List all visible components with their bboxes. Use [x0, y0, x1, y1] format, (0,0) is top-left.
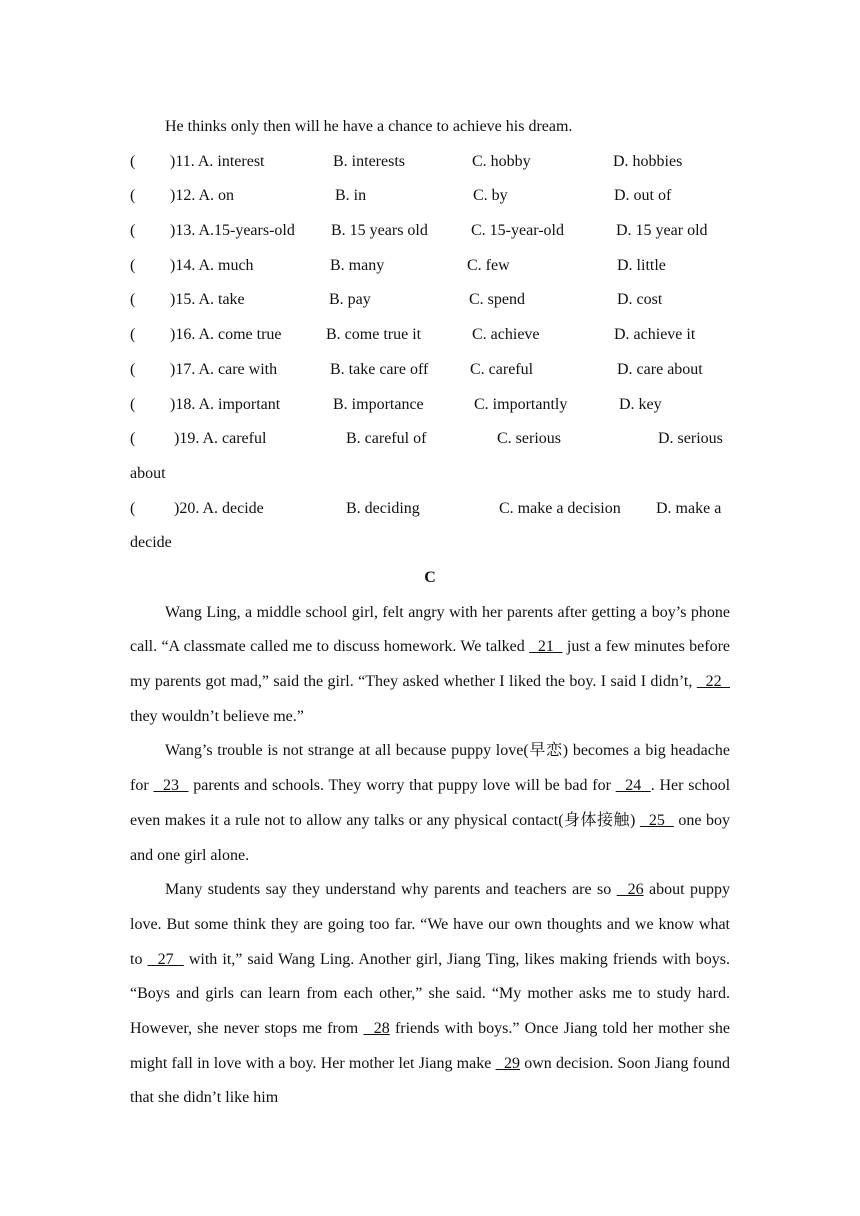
option-b: B. deciding	[346, 499, 420, 517]
option-d: D. little	[617, 256, 666, 274]
passage-text: own decision. Soon Jiang found that she didn’t like him	[130, 1054, 731, 1107]
option-b: B. 15 years old	[331, 222, 428, 240]
option-b: B. careful of	[346, 430, 427, 448]
option-d: D. serious	[658, 430, 723, 448]
option-c: C. serious	[497, 430, 561, 448]
option-c: C. careful	[470, 360, 534, 378]
option-d: D. hobbies	[613, 152, 683, 170]
blank-24: 24	[615, 777, 651, 795]
blank-26: 26	[616, 881, 644, 899]
option-c: C. 15-year-old	[471, 222, 564, 240]
passage-paragraph-2	[130, 734, 730, 873]
option-c: C. achieve	[472, 326, 540, 344]
answer-paren: (	[130, 152, 136, 170]
option-a: )20. A. decide	[174, 499, 264, 517]
option-b: B. pay	[329, 291, 371, 309]
option-c: C. importantly	[474, 395, 568, 413]
passage-text: friends with boys.” Once Jiang told her mother she might fall in love with a boy. Her mother let Jiang make	[130, 1020, 731, 1072]
section-title: C	[424, 568, 436, 586]
option-c: C. few	[467, 256, 510, 274]
question-12	[130, 179, 730, 214]
passage-text: about puppy love. But some think they are going too far. “We have our own thoughts and we know what to	[130, 881, 731, 968]
option-a: )11. A. interest	[170, 152, 265, 170]
passage-text: with it,” said Wang Ling. Another girl, Jiang Ting, likes making friends with boys. “Boys and girls can learn from each other,” she said. “My mother asks me to study hard. However, she never stops me from	[130, 950, 731, 1038]
passage-text: Wang Ling, a middle school girl, felt angry with her parents after getting a boy’s phone call. “A classmate called me to discuss homework. We talked	[130, 603, 730, 656]
option-d: D. out of	[614, 187, 672, 205]
option-b: B. take care off	[330, 360, 429, 378]
option-c: C. spend	[469, 291, 525, 309]
question-11	[130, 145, 730, 180]
option-b: B. come true it	[326, 326, 422, 344]
question-20-wrap: decide	[130, 534, 172, 552]
answer-paren: (	[130, 430, 136, 448]
intro-sentence: He thinks only then will he have a chance to achieve his dream.	[165, 118, 573, 135]
option-a: )14. A. much	[170, 256, 254, 274]
option-a: )18. A. important	[170, 395, 281, 413]
answer-paren: (	[130, 499, 136, 517]
passage-text: one boy and one girl alone.	[130, 811, 730, 864]
passage-text: they wouldn’t believe me.”	[130, 707, 304, 725]
blank-21: 21	[529, 638, 563, 656]
option-a: )19. A. careful	[174, 430, 267, 448]
passage-text: just a few minutes before my parents got mad,” said the girl. “They asked whether I liked the boy. I said I didn’t,	[130, 638, 731, 691]
option-a: )13. A.15-years-old	[170, 222, 295, 240]
answer-paren: (	[130, 256, 136, 274]
option-c: C. by	[473, 187, 508, 205]
passage-text: Many students say they understand why parents and teachers are so	[165, 881, 617, 899]
answer-paren: (	[130, 326, 136, 344]
question-15	[130, 283, 730, 318]
option-d: D. cost	[617, 291, 663, 309]
passage-text: . Her school even makes it a rule not to allow any talks or any physical contact(身体接触)	[130, 777, 731, 829]
blank-23: 23	[153, 777, 189, 795]
question-13	[130, 214, 730, 249]
option-c: C. hobby	[472, 152, 531, 170]
option-d: D. 15 year old	[616, 222, 708, 240]
option-a: )12. A. on	[170, 187, 234, 205]
passage-text: Wang’s trouble is not strange at all because puppy love(早恋) becomes a big headache for	[130, 742, 730, 795]
option-c: C. make a decision	[499, 499, 621, 517]
option-b: B. interests	[333, 152, 405, 170]
question-14	[130, 249, 730, 284]
passage-paragraph-1	[130, 596, 730, 735]
answer-paren: (	[130, 187, 136, 205]
blank-22: 22	[696, 673, 731, 691]
blank-27: 27	[147, 950, 184, 968]
blank-29: 29	[495, 1054, 521, 1072]
option-b: B. importance	[333, 395, 424, 413]
passage-paragraph-3	[130, 873, 730, 1116]
question-19	[130, 422, 730, 457]
question-20	[130, 492, 730, 527]
blank-28: 28	[363, 1020, 390, 1038]
option-b: B. many	[330, 256, 385, 274]
question-18	[130, 388, 730, 423]
passage-text: parents and schools. They worry that puppy love will be bad for	[188, 777, 616, 795]
option-d: D. care about	[617, 360, 703, 378]
option-d: D. achieve it	[614, 326, 696, 344]
question-17	[130, 353, 730, 388]
option-d: D. key	[619, 395, 662, 413]
question-19-wrap: about	[130, 464, 166, 482]
option-a: )16. A. come true	[170, 326, 282, 344]
option-a: )15. A. take	[170, 291, 245, 309]
option-d: D. make a	[656, 499, 722, 517]
blank-25: 25	[639, 811, 674, 829]
answer-paren: (	[130, 360, 136, 378]
answer-paren: (	[130, 395, 136, 413]
answer-paren: (	[130, 222, 136, 240]
option-a: )17. A. care with	[170, 360, 278, 378]
answer-paren: (	[130, 291, 136, 309]
document-page	[130, 110, 730, 1116]
question-16	[130, 318, 730, 353]
option-b: B. in	[335, 187, 367, 205]
